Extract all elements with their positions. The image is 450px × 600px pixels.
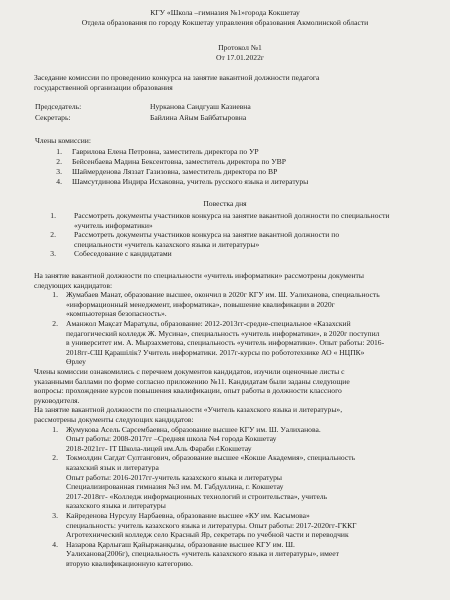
candidate-line: Специализированная гимназия №3 им. М. Габдуллина, г. Кокшетау	[66, 482, 284, 492]
section2-intro-line: рассмотрены документы следующих кандидатов:	[34, 415, 194, 424]
candidate-line: специальность: учитель казахского языка и литературы. Опыт работы: 2017-2020гг-ГККГ	[66, 520, 357, 530]
candidate-line: Токмолдин Сагдат Султангович, образование высшее «Кокше Академия», специальность	[66, 453, 356, 463]
candidate-line: Уалиханова(2006г), специальность «учитель казахского языка и литературы», имеет	[66, 549, 339, 559]
candidate-line: в университет им. А. Мырзахметова, специальность «учитель информатики». Опыт работы: 2016-	[66, 338, 385, 348]
section1-intro-line: На занятие вакантной должности по специальности «учитель информатики» рассмотрены документы	[34, 271, 364, 280]
candidate-line: Агротехнический колледж село Красный Яр, секретарь по учебной части и переводчик	[66, 530, 349, 540]
agenda-number: 1.	[50, 211, 56, 220]
section2-intro-line: На занятие вакантной должности по специальности «Учитель казахского языка и литературы»,	[34, 405, 343, 415]
members-title: Члены комиссии:	[35, 136, 91, 145]
member-number: 2.	[56, 157, 62, 166]
candidate-line: Аманжол Мақсат Маратұлы, образование: 2012-2013гг-средне-специальное «Казахский	[66, 319, 351, 328]
header-line-1: КГУ «Школа –гимназия №1»города Кокшетау	[150, 8, 300, 17]
candidate-number: 1.	[52, 290, 58, 300]
candidate-line: казахский язык и литература	[66, 463, 159, 472]
candidate-line: Кайреденова Нурсулу Нарбаевна, образование высшее «КУ им. Касымова»	[66, 511, 310, 520]
agenda-title: Повестка дня	[203, 199, 247, 208]
member-number: 1.	[56, 147, 62, 156]
chair-name: Нурканова Саидгуаш Казиевна	[150, 102, 251, 111]
candidate-line: Опыт работы: 2016-2017гг-учитель казахского языка и литературы	[66, 472, 283, 482]
section1-outro-line: руководителя.	[34, 395, 80, 405]
candidate-number: 4.	[52, 539, 58, 549]
candidate-line: Жумабаев Манат, образование высшее, окончил в 2020г КГУ им. Ш. Уалиханова, специальность	[66, 290, 380, 300]
candidate-line: педагогический колледж Ж. Мусина», специальность «учитель информатики», в 2020г поступил	[66, 328, 380, 338]
candidate-line: Өрлеу	[66, 357, 86, 367]
section1-outro-line: Члены комиссии ознакомились с перечнем документов кандидатов, изучили оценочные листы с	[34, 367, 345, 376]
meeting-line-2: государственной организации образования	[34, 83, 173, 92]
candidate-line: вторую квалификационную категорию.	[66, 559, 193, 568]
protocol-date: От 17.01.2022г	[216, 53, 264, 62]
agenda-item-line: Рассмотреть документы участников конкурса на занятие вакантной должности по	[74, 230, 340, 240]
candidate-number: 2.	[52, 453, 58, 463]
agenda-item-line: «учитель информатики»	[74, 220, 153, 230]
section1-outro-line: указанными баллами по форме согласно приложению №11. Кандидатам были заданы следующие	[34, 376, 350, 386]
chair-label: Председатель:	[35, 102, 82, 111]
candidate-line: Жумукова Асель Сарсембаевна, образование высшее КГУ им. Ш. Уалиханова.	[66, 424, 321, 434]
agenda-item-line: Собеседование с кандидатами	[74, 249, 172, 259]
section1-intro-line: следующих кандидатов:	[34, 280, 113, 290]
member-item: Бейсенбаева Мадина Бексентовна, заместитель директора по УВР	[72, 157, 286, 166]
member-item: Гаврилова Елена Петровна, заместитель директора по УР	[72, 147, 259, 156]
section1-outro-line: вопросы: прохождение курсов повышения квалификации, опыт работы в должности классного	[34, 386, 342, 396]
candidate-number: 2.	[52, 319, 58, 328]
member-item: Шаймерденова Ляззат Газизовна, заместитель директора по ВР	[72, 167, 278, 176]
candidate-line: Опыт работы: 2008-2017гг –Средняя школа №4 города Кокшетау	[66, 434, 277, 444]
secretary-label: Секретарь:	[35, 113, 71, 122]
secretary-name: Байлина Айым Байбатыровна	[150, 113, 247, 122]
candidate-line: «компьютерная безопасность».	[66, 309, 167, 319]
member-number: 3.	[56, 167, 62, 176]
member-number: 4.	[56, 177, 62, 186]
agenda-item-line: Рассмотреть документы участников конкурса на занятие вакантной должности по специальности	[74, 211, 390, 220]
candidate-line: 2017-2018гг- «Колледж информационных технологий и строительства», учитель	[66, 491, 328, 501]
agenda-number: 2.	[50, 230, 56, 240]
candidate-number: 3.	[52, 511, 58, 520]
candidate-line: «информационный менеджмент, информатика», повышение квалификации в 2020г	[66, 299, 335, 309]
agenda-item-line: специальности «учитель казахского языка и литературы»	[74, 239, 260, 249]
protocol-title: Протокол №1	[218, 43, 262, 52]
candidate-line: Назарова Қарлығаш Қайыржанқызы, образование высшее КГУ им. Ш.	[66, 539, 295, 549]
agenda-number: 3.	[50, 249, 56, 259]
candidate-line: 2018гг-СШ Қарашілік? Учитель информатики. 2017г-курсы по робототехнике АО « НЦПК»	[66, 347, 365, 357]
member-item: Шамсутдинова Индира Исхаковна, учитель русского языка и литературы	[72, 177, 309, 186]
meeting-line-1: Заседание комиссии по проведению конкурса на занятие вакантной должности педагога	[34, 73, 320, 82]
candidate-number: 1.	[52, 424, 58, 434]
candidate-line: 2018-2021гг- IT Школа-лицей им.Аль Фараби г.Кокшетау	[66, 443, 252, 453]
candidate-line: казахского языка и литературы	[66, 501, 166, 511]
header-line-2: Отдела образования по городу Кокшетау управления образования Акмолинской области	[81, 18, 369, 27]
